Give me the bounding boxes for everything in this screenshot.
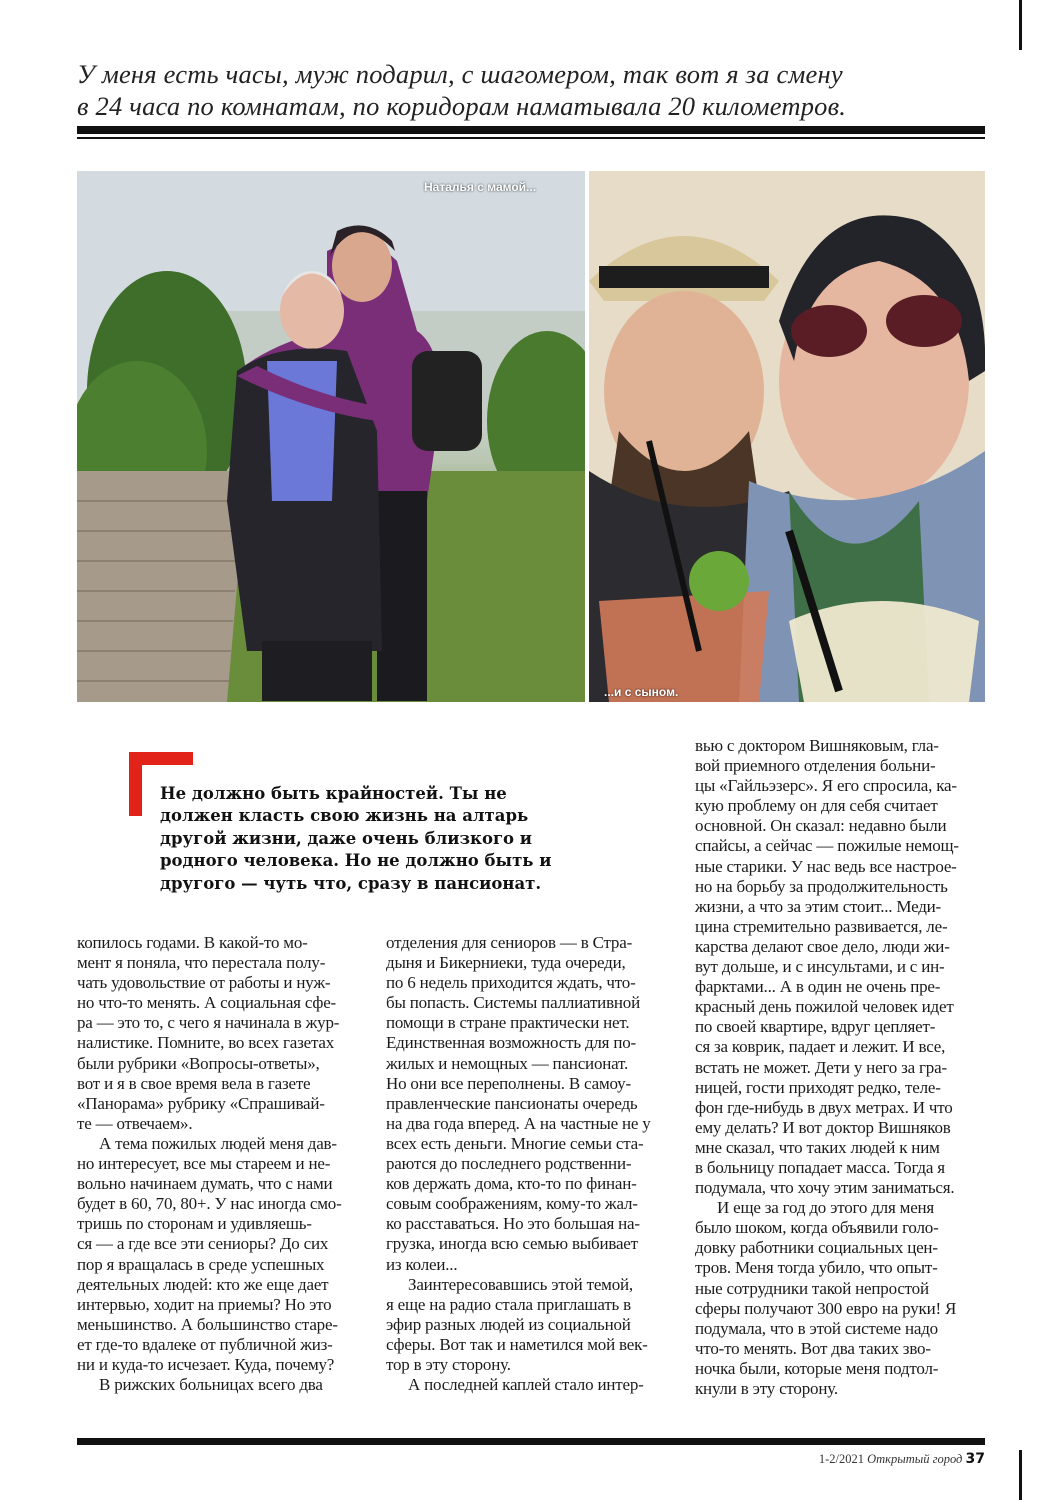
article-line: меньшинство. А большинство старе- xyxy=(77,1314,338,1334)
article-column-2 xyxy=(386,933,696,1395)
article-line: В рижских больницах всего два xyxy=(99,1375,323,1395)
article-line: тор в эту сторону. xyxy=(386,1354,511,1374)
article-line: эфир разных людей из социальной xyxy=(386,1314,631,1334)
article-line: жизни, а что за этим стоит... Меди- xyxy=(695,896,942,916)
article-line: ные старики. У нас ведь все настрое- xyxy=(695,856,957,876)
photo-mother-daughter-illustration xyxy=(77,171,585,702)
article-line: ему делать? И вот доктор Вишняков xyxy=(695,1117,951,1137)
article-line: ные сотрудники такой непростой xyxy=(695,1278,929,1298)
article-line: в больницу попадает масса. Тогда я xyxy=(695,1157,945,1177)
article-line: мент я поняла, что перестала полу- xyxy=(77,953,326,973)
article-line: были рубрики «Вопросы-ответы», xyxy=(77,1053,320,1073)
quote-divider-thick xyxy=(77,126,985,134)
article-line: из колеи... xyxy=(386,1254,458,1274)
article-line: Единственная возможность для по- xyxy=(386,1033,637,1053)
pullquote-line: родного человека. Но не должно быть и xyxy=(160,851,552,871)
article-line: чать удовольствие от работы и нуж- xyxy=(77,973,331,993)
article-line: будет в 60, 70, 80+. У нас иногда смо- xyxy=(77,1194,342,1214)
article-line: тров. Меня тогда убило, что опыт- xyxy=(695,1258,938,1278)
article-column-1 xyxy=(77,933,387,1395)
article-line: ков держать дома, кто-то по финан- xyxy=(386,1174,637,1194)
article-line: довку работники социальных цен- xyxy=(695,1238,938,1258)
pullquote-line: должен класть свою жизнь на алтарь xyxy=(160,806,529,826)
article-line: ницей, гости приходят редко, теле- xyxy=(695,1077,941,1097)
article-line: фарктами... А в один не очень пре- xyxy=(695,977,941,997)
article-line: подумала, что в этой системе надо xyxy=(695,1318,938,1338)
page-number: 37 xyxy=(965,1451,985,1467)
article-line: налистике. Помните, во всех газетах xyxy=(77,1033,335,1053)
photo-mother-daughter xyxy=(77,171,585,702)
article-line: интервью, ходит на приемы? Но это xyxy=(77,1294,332,1314)
article-line: раются до последнего родственни- xyxy=(386,1154,632,1174)
article-line: было шоком, когда объявили голо- xyxy=(695,1218,939,1238)
article-line: пор я вращалась в среде успешных xyxy=(77,1254,325,1274)
quote-line: У меня есть часы, муж подарил, с шагомером, так вот я за смену xyxy=(77,59,843,89)
article-column-3 xyxy=(695,736,1005,1399)
article-line: спайсы, а сейчас — пожилые немощ- xyxy=(695,836,959,856)
quote-line: в 24 часа по комнатам, по коридорам наматывала 20 километров. xyxy=(77,91,847,121)
article-line: вой приемного отделения больни- xyxy=(695,756,936,776)
pullquote-line: другой жизни, даже очень близкого и xyxy=(160,828,533,848)
article-line: я еще на радио стала приглашать в xyxy=(386,1294,631,1314)
article-line: деятельных людей: кто же еще дает xyxy=(77,1274,329,1294)
pullquote xyxy=(160,783,600,895)
article-line: красный день пожилой человек идет xyxy=(695,997,954,1017)
article-line: «Панорама» рубрику «Спрашивай- xyxy=(77,1093,325,1113)
article-line: ко расставаться. Но это большая на- xyxy=(386,1214,640,1234)
article-line: И еще за год до этого для меня xyxy=(717,1198,935,1218)
photo-caption-right: ...и с сыном. xyxy=(604,685,679,699)
footer-magazine: Открытый город xyxy=(867,1452,963,1466)
article-line: ет где-то вдалеке от публичной жиз- xyxy=(77,1334,333,1354)
article-line: Заинтересовавшись этой темой, xyxy=(408,1274,633,1294)
article-line: подумала, что хочу этим заниматься. xyxy=(695,1178,955,1198)
article-line: по своей квартире, вдруг цепляет- xyxy=(695,1017,936,1037)
article-line: вольно начинаем думать, что с нами xyxy=(77,1174,333,1194)
article-line: ся за коврик, падает и лежит. И все, xyxy=(695,1037,946,1057)
article-line: бы попасть. Системы паллиативной xyxy=(386,993,640,1013)
article-line: на два года вперед. А на частные не у xyxy=(386,1113,651,1133)
article-line: но что-то менять. А социальная сфе- xyxy=(77,993,337,1013)
article-line: ни и куда-то исчезает. Куда, почему? xyxy=(77,1354,335,1374)
pullquote-line: другого — чуть что, сразу в пансионат. xyxy=(160,873,542,893)
article-line: вут дольше, и с инсультами, и с ин- xyxy=(695,957,945,977)
article-line: карства делают свое дело, люди жи- xyxy=(695,936,950,956)
article-line: кую проблему он для себя считает xyxy=(695,796,938,816)
article-line: всех есть деньги. Многие семьи ста- xyxy=(386,1133,644,1153)
article-line: сферы получают 300 евро на руки! Я xyxy=(695,1298,957,1318)
article-line: по 6 недель приходится ждать, что- xyxy=(386,973,636,993)
article-line: А тема пожилых людей меня дав- xyxy=(99,1133,337,1153)
top-side-rule xyxy=(1019,0,1022,50)
page-footer xyxy=(819,1451,985,1467)
photo-with-son-illustration xyxy=(589,171,985,702)
article-line: встать не может. Дети у него за гра- xyxy=(695,1057,947,1077)
photo-caption-left: Наталья с мамой... xyxy=(424,180,537,194)
article-line: вью с доктором Вишняковым, гла- xyxy=(695,736,939,755)
article-line: но на борьбу за продолжительность xyxy=(695,876,948,896)
article-line: отделения для сениоров — в Стра- xyxy=(386,933,633,952)
article-line: ночка были, которые меня подтол- xyxy=(695,1358,939,1378)
article-line: кнули в эту сторону. xyxy=(695,1379,838,1398)
footer-issue: 1-2/2021 xyxy=(818,1452,864,1466)
article-line: ра — это то, с чего я начинала в жур- xyxy=(77,1013,340,1033)
footer-rule xyxy=(77,1438,985,1445)
article-line: грузка, иногда всю семью выбивает xyxy=(386,1234,638,1254)
article-line: вот и я в свое время вела в газете xyxy=(77,1073,311,1093)
article-line: но интересует, все мы стареем и не- xyxy=(77,1154,331,1174)
article-line: цина стремительно развивается, ле- xyxy=(695,916,948,936)
article-line: фон где-нибудь в двух метрах. И что xyxy=(695,1097,953,1117)
article-line: те — отвечаем». xyxy=(77,1113,193,1133)
article-line: сферы. Вот так и наметился мой век- xyxy=(386,1334,648,1354)
article-line: правленческие пансионаты очередь xyxy=(386,1093,638,1113)
bottom-side-rule xyxy=(1019,1450,1022,1500)
article-line: совым соображениям, кому-то жал- xyxy=(386,1194,638,1214)
photo-with-son xyxy=(589,171,985,702)
article-line: тришь по сторонам и удивляешь- xyxy=(77,1214,312,1234)
article-line: А последней каплей стало интер- xyxy=(408,1375,644,1395)
article-line: мне сказал, что таких людей к ним xyxy=(695,1137,940,1157)
article-line: жилых и немощных — пансионат. xyxy=(386,1053,629,1073)
article-line: цы «Гайльэзерс». Я его спросила, ка- xyxy=(695,776,957,796)
quote-divider-thin xyxy=(77,137,985,139)
pullquote-line: Не должно быть крайностей. Ты не xyxy=(160,784,507,803)
article-line: дыня и Бикерниеки, туда очереди, xyxy=(386,953,626,973)
article-line: ся — а где все эти сениоры? До сих xyxy=(77,1234,329,1254)
article-line: что-то менять. Вот два таких зво- xyxy=(695,1338,931,1358)
article-line: Но они все переполнены. В самоу- xyxy=(386,1073,631,1093)
article-line: копилось годами. В какой-то мо- xyxy=(77,933,308,952)
top-quote xyxy=(77,58,957,122)
article-line: основной. Он сказал: недавно были xyxy=(695,816,947,836)
article-line: помощи в стране практически нет. xyxy=(386,1013,630,1033)
